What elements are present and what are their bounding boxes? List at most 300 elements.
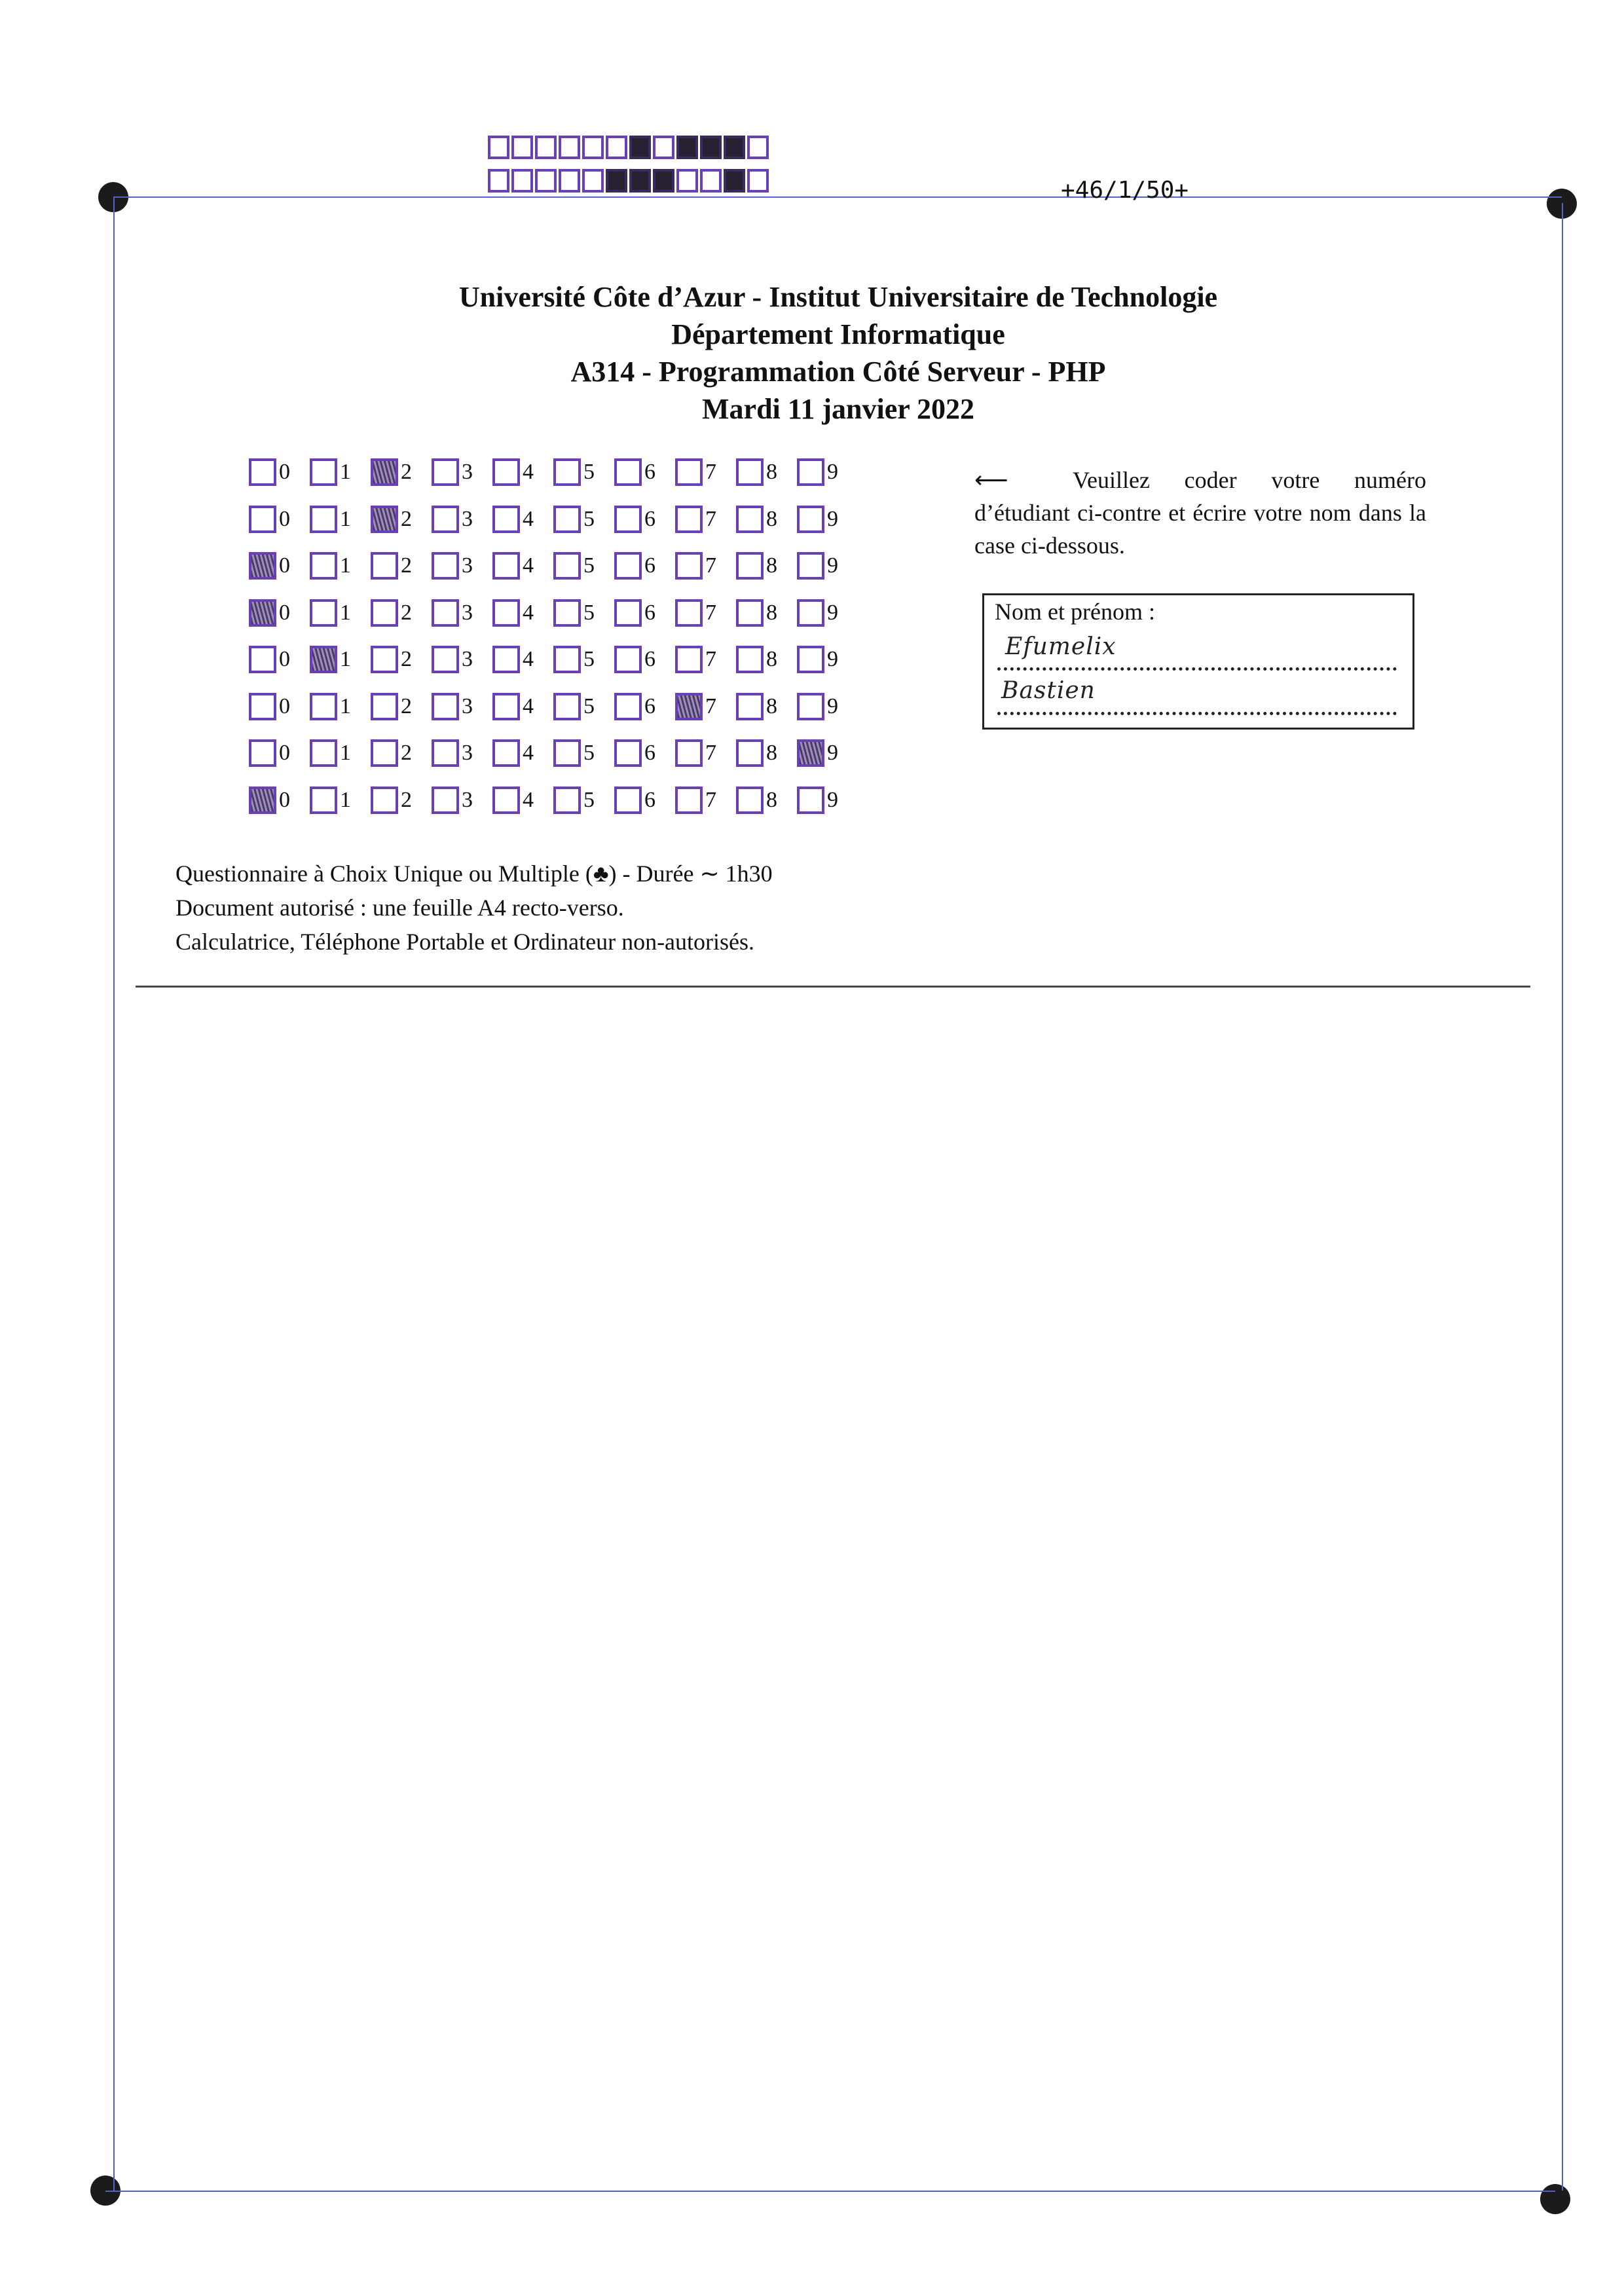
digit-checkbox[interactable] bbox=[310, 739, 337, 767]
digit-checkbox[interactable] bbox=[371, 693, 398, 720]
digit-option bbox=[492, 787, 553, 814]
barcode-cell bbox=[511, 136, 533, 159]
digit-checkbox[interactable] bbox=[553, 693, 581, 720]
digit-checkbox[interactable] bbox=[675, 552, 703, 580]
digit-option bbox=[675, 599, 736, 627]
barcode-cell bbox=[606, 169, 627, 193]
digit-option bbox=[736, 506, 797, 533]
digit-checkbox[interactable] bbox=[371, 739, 398, 767]
digit-label: 7 bbox=[705, 506, 716, 531]
note-duration: Questionnaire à Choix Unique ou Multiple (♣) - Durée ∼ 1h30 bbox=[175, 861, 773, 887]
digit-label: 7 bbox=[705, 460, 716, 484]
barcode-cell bbox=[488, 136, 509, 159]
instructions-text: Veuillez coder votre numéro d’étudiant ci-contre et écrire votre nom dans la case ci-dessous. bbox=[974, 467, 1426, 559]
digit-option bbox=[310, 552, 371, 580]
digit-label: 8 bbox=[766, 600, 777, 625]
digit-option bbox=[797, 646, 858, 673]
digit-checkbox[interactable] bbox=[675, 506, 703, 533]
digit-option bbox=[553, 739, 614, 767]
digit-label: 3 bbox=[462, 694, 473, 718]
digit-label: 9 bbox=[827, 506, 838, 531]
digit-option bbox=[553, 552, 614, 580]
digit-option bbox=[310, 693, 371, 720]
instructions bbox=[974, 464, 1426, 562]
digit-label: 6 bbox=[644, 694, 655, 718]
digit-option bbox=[371, 739, 432, 767]
digit-checkbox[interactable] bbox=[371, 787, 398, 814]
digit-option bbox=[675, 693, 736, 720]
frame-bottom bbox=[105, 2191, 1555, 2192]
digit-checkbox[interactable] bbox=[736, 599, 764, 627]
digit-option bbox=[249, 646, 310, 673]
digit-label: 5 bbox=[583, 460, 595, 484]
handwritten-first-name: Bastien bbox=[1001, 677, 1096, 704]
digit-option bbox=[614, 506, 675, 533]
barcode-cell bbox=[724, 136, 745, 159]
digit-row-8 bbox=[249, 787, 858, 834]
digit-checkbox[interactable] bbox=[249, 458, 276, 486]
digit-option bbox=[675, 552, 736, 580]
digit-option bbox=[797, 693, 858, 720]
digit-label: 1 bbox=[340, 694, 351, 718]
frame-right bbox=[1562, 203, 1563, 2191]
left-arrow-icon: ⟵ bbox=[974, 467, 1008, 493]
digit-option bbox=[736, 552, 797, 580]
digit-checkbox[interactable] bbox=[553, 646, 581, 673]
barcode-cell bbox=[488, 169, 509, 193]
digit-checkbox-marked[interactable] bbox=[675, 693, 703, 720]
barcode-cell bbox=[606, 136, 627, 159]
digit-checkbox[interactable] bbox=[432, 739, 459, 767]
exam-notes bbox=[175, 857, 773, 959]
digit-label: 5 bbox=[583, 741, 595, 765]
frame-top bbox=[113, 196, 1562, 198]
digit-checkbox[interactable] bbox=[371, 599, 398, 627]
digit-label: 9 bbox=[827, 600, 838, 625]
digit-checkbox[interactable] bbox=[432, 599, 459, 627]
barcode-cell bbox=[724, 169, 745, 193]
digit-checkbox[interactable] bbox=[492, 646, 520, 673]
digit-label: 3 bbox=[462, 647, 473, 671]
digit-checkbox-marked[interactable] bbox=[797, 739, 824, 767]
digit-label: 9 bbox=[827, 741, 838, 765]
digit-option bbox=[553, 599, 614, 627]
digit-option bbox=[432, 506, 492, 533]
digit-option bbox=[553, 693, 614, 720]
note-documents: Document autorisé : une feuille A4 recto-verso. bbox=[175, 895, 624, 921]
barcode-cell bbox=[559, 169, 580, 193]
digit-checkbox[interactable] bbox=[736, 458, 764, 486]
digit-checkbox[interactable] bbox=[797, 787, 824, 814]
digit-row-3 bbox=[249, 552, 858, 599]
frame-left bbox=[113, 196, 115, 2191]
digit-option bbox=[432, 739, 492, 767]
digit-option bbox=[736, 693, 797, 720]
digit-checkbox[interactable] bbox=[432, 506, 459, 533]
barcode-cell bbox=[629, 169, 651, 193]
digit-checkbox[interactable] bbox=[614, 458, 642, 486]
digit-option bbox=[797, 552, 858, 580]
digit-checkbox[interactable] bbox=[553, 787, 581, 814]
digit-label: 2 bbox=[401, 647, 412, 671]
barcode-cell bbox=[747, 169, 769, 193]
digit-option bbox=[371, 458, 432, 486]
digit-option bbox=[249, 599, 310, 627]
digit-checkbox[interactable] bbox=[614, 599, 642, 627]
barcode-cell bbox=[629, 136, 651, 159]
digit-option bbox=[371, 787, 432, 814]
digit-label: 2 bbox=[401, 787, 412, 812]
digit-label: 9 bbox=[827, 647, 838, 671]
digit-checkbox[interactable] bbox=[492, 599, 520, 627]
digit-row-6 bbox=[249, 693, 858, 740]
digit-checkbox[interactable] bbox=[432, 552, 459, 580]
digit-option bbox=[432, 693, 492, 720]
digit-checkbox[interactable] bbox=[371, 646, 398, 673]
digit-label: 8 bbox=[766, 787, 777, 812]
digit-checkbox-marked[interactable] bbox=[371, 458, 398, 486]
digit-label: 8 bbox=[766, 647, 777, 671]
digit-checkbox[interactable] bbox=[432, 693, 459, 720]
digit-checkbox[interactable] bbox=[797, 506, 824, 533]
digit-checkbox[interactable] bbox=[371, 552, 398, 580]
digit-label: 0 bbox=[279, 694, 290, 718]
digit-label: 9 bbox=[827, 694, 838, 718]
digit-option bbox=[797, 787, 858, 814]
barcode-cell bbox=[653, 136, 674, 159]
digit-label: 6 bbox=[644, 647, 655, 671]
digit-checkbox[interactable] bbox=[736, 552, 764, 580]
digit-label: 3 bbox=[462, 741, 473, 765]
digit-label: 0 bbox=[279, 647, 290, 671]
digit-label: 7 bbox=[705, 694, 716, 718]
digit-option bbox=[492, 693, 553, 720]
digit-label: 1 bbox=[340, 787, 351, 812]
digit-checkbox[interactable] bbox=[614, 646, 642, 673]
digit-checkbox[interactable] bbox=[492, 693, 520, 720]
name-box[interactable] bbox=[982, 593, 1414, 730]
digit-label: 9 bbox=[827, 787, 838, 812]
barcode-cell bbox=[535, 136, 557, 159]
digit-checkbox[interactable] bbox=[249, 739, 276, 767]
digit-checkbox-marked[interactable] bbox=[310, 646, 337, 673]
digit-label: 5 bbox=[583, 787, 595, 812]
digit-checkbox[interactable] bbox=[797, 458, 824, 486]
digit-option bbox=[614, 739, 675, 767]
digit-checkbox[interactable] bbox=[614, 506, 642, 533]
digit-label: 5 bbox=[583, 553, 595, 578]
barcode-cell bbox=[747, 136, 769, 159]
digit-label: 2 bbox=[401, 600, 412, 625]
digit-checkbox[interactable] bbox=[736, 646, 764, 673]
digit-checkbox[interactable] bbox=[797, 693, 824, 720]
digit-option bbox=[736, 458, 797, 486]
digit-option bbox=[310, 599, 371, 627]
digit-option bbox=[553, 458, 614, 486]
digit-label: 3 bbox=[462, 553, 473, 578]
digit-label: 6 bbox=[644, 741, 655, 765]
digit-label: 6 bbox=[644, 787, 655, 812]
digit-label: 1 bbox=[340, 553, 351, 578]
digit-option bbox=[492, 458, 553, 486]
digit-checkbox[interactable] bbox=[249, 506, 276, 533]
digit-checkbox[interactable] bbox=[736, 787, 764, 814]
digit-option bbox=[310, 506, 371, 533]
digit-checkbox[interactable] bbox=[310, 552, 337, 580]
digit-option bbox=[371, 646, 432, 673]
digit-label: 4 bbox=[523, 694, 534, 718]
digit-checkbox[interactable] bbox=[614, 739, 642, 767]
digit-checkbox[interactable] bbox=[553, 739, 581, 767]
digit-option bbox=[492, 506, 553, 533]
digit-option bbox=[249, 458, 310, 486]
digit-option bbox=[675, 506, 736, 533]
digit-checkbox[interactable] bbox=[736, 693, 764, 720]
barcode-cell bbox=[653, 169, 674, 193]
digit-label: 1 bbox=[340, 647, 351, 671]
barcode-cell bbox=[582, 136, 604, 159]
digit-option bbox=[614, 458, 675, 486]
digit-option bbox=[797, 599, 858, 627]
name-line-2 bbox=[997, 712, 1397, 715]
digit-checkbox[interactable] bbox=[736, 506, 764, 533]
digit-label: 4 bbox=[523, 460, 534, 484]
digit-option bbox=[675, 646, 736, 673]
digit-row-5 bbox=[249, 646, 858, 693]
digit-option bbox=[797, 458, 858, 486]
digit-label: 1 bbox=[340, 506, 351, 531]
digit-option bbox=[432, 552, 492, 580]
digit-option bbox=[249, 693, 310, 720]
digit-label: 8 bbox=[766, 460, 777, 484]
digit-label: 2 bbox=[401, 506, 412, 531]
barcode-cell bbox=[676, 169, 698, 193]
digit-option bbox=[371, 599, 432, 627]
digit-option bbox=[797, 739, 858, 767]
digit-option bbox=[310, 787, 371, 814]
digit-option bbox=[249, 552, 310, 580]
digit-checkbox[interactable] bbox=[310, 458, 337, 486]
digit-label: 2 bbox=[401, 741, 412, 765]
barcode-cell bbox=[700, 169, 722, 193]
registration-dot-bottom-right bbox=[1540, 2184, 1570, 2214]
digit-label: 3 bbox=[462, 787, 473, 812]
digit-option bbox=[249, 739, 310, 767]
digit-checkbox[interactable] bbox=[492, 458, 520, 486]
student-number-grid bbox=[249, 458, 858, 833]
digit-label: 4 bbox=[523, 741, 534, 765]
separator-line bbox=[136, 986, 1530, 988]
digit-label: 2 bbox=[401, 460, 412, 484]
digit-checkbox[interactable] bbox=[614, 787, 642, 814]
digit-row-2 bbox=[249, 506, 858, 553]
digit-option bbox=[675, 458, 736, 486]
digit-option bbox=[675, 739, 736, 767]
barcode-cell bbox=[700, 136, 722, 159]
digit-option bbox=[432, 599, 492, 627]
digit-label: 0 bbox=[279, 600, 290, 625]
digit-label: 8 bbox=[766, 506, 777, 531]
barcode-row-2 bbox=[488, 169, 769, 193]
barcode-row-1 bbox=[488, 136, 769, 159]
digit-option bbox=[492, 599, 553, 627]
digit-option bbox=[432, 646, 492, 673]
digit-option bbox=[736, 787, 797, 814]
digit-checkbox[interactable] bbox=[553, 552, 581, 580]
digit-label: 0 bbox=[279, 787, 290, 812]
digit-checkbox[interactable] bbox=[492, 739, 520, 767]
digit-label: 7 bbox=[705, 647, 716, 671]
header-date: Mardi 11 janvier 2022 bbox=[702, 393, 974, 425]
barcode-cell bbox=[676, 136, 698, 159]
header-university: Université Côte d’Azur - Institut Universitaire de Technologie bbox=[458, 281, 1218, 313]
digit-option bbox=[614, 787, 675, 814]
digit-label: 5 bbox=[583, 506, 595, 531]
digit-option bbox=[432, 787, 492, 814]
digit-option bbox=[371, 506, 432, 533]
digit-label: 7 bbox=[705, 787, 716, 812]
digit-row-1 bbox=[249, 458, 858, 506]
digit-option bbox=[614, 693, 675, 720]
digit-label: 3 bbox=[462, 460, 473, 484]
digit-label: 3 bbox=[462, 600, 473, 625]
digit-label: 6 bbox=[644, 506, 655, 531]
digit-option bbox=[310, 646, 371, 673]
digit-checkbox[interactable] bbox=[553, 599, 581, 627]
digit-checkbox[interactable] bbox=[675, 599, 703, 627]
digit-option bbox=[614, 646, 675, 673]
name-box-label: Nom et prénom : bbox=[995, 599, 1155, 625]
digit-checkbox[interactable] bbox=[432, 458, 459, 486]
digit-option bbox=[249, 506, 310, 533]
digit-label: 8 bbox=[766, 741, 777, 765]
digit-checkbox[interactable] bbox=[492, 787, 520, 814]
digit-checkbox[interactable] bbox=[614, 693, 642, 720]
digit-label: 2 bbox=[401, 553, 412, 578]
digit-checkbox[interactable] bbox=[736, 739, 764, 767]
digit-label: 1 bbox=[340, 600, 351, 625]
digit-option bbox=[614, 599, 675, 627]
digit-checkbox[interactable] bbox=[249, 646, 276, 673]
digit-label: 5 bbox=[583, 600, 595, 625]
digit-label: 0 bbox=[279, 741, 290, 765]
digit-label: 0 bbox=[279, 460, 290, 484]
digit-option bbox=[553, 646, 614, 673]
digit-checkbox-marked[interactable] bbox=[249, 787, 276, 814]
digit-checkbox[interactable] bbox=[492, 552, 520, 580]
digit-checkbox[interactable] bbox=[249, 693, 276, 720]
digit-label: 8 bbox=[766, 553, 777, 578]
digit-option bbox=[371, 552, 432, 580]
digit-checkbox[interactable] bbox=[553, 506, 581, 533]
digit-checkbox-marked[interactable] bbox=[249, 552, 276, 580]
digit-checkbox-marked[interactable] bbox=[249, 599, 276, 627]
digit-checkbox[interactable] bbox=[675, 646, 703, 673]
digit-checkbox[interactable] bbox=[675, 739, 703, 767]
note-devices: Calculatrice, Téléphone Portable et Ordinateur non-autorisés. bbox=[175, 929, 755, 955]
header-department: Département Informatique bbox=[671, 318, 1005, 350]
digit-option bbox=[553, 506, 614, 533]
digit-label: 6 bbox=[644, 460, 655, 484]
digit-option bbox=[736, 646, 797, 673]
header-course: A314 - Programmation Côté Serveur - PHP bbox=[570, 356, 1106, 388]
digit-option bbox=[432, 458, 492, 486]
handwritten-last-name: Efumelix bbox=[1005, 633, 1116, 660]
digit-option bbox=[736, 739, 797, 767]
digit-checkbox[interactable] bbox=[432, 646, 459, 673]
digit-option bbox=[492, 552, 553, 580]
exam-id: +46/1/50+ bbox=[1061, 177, 1189, 204]
digit-row-7 bbox=[249, 739, 858, 787]
digit-label: 4 bbox=[523, 600, 534, 625]
barcode-cell bbox=[582, 169, 604, 193]
digit-label: 9 bbox=[827, 553, 838, 578]
digit-label: 8 bbox=[766, 694, 777, 718]
digit-row-4 bbox=[249, 599, 858, 646]
digit-label: 2 bbox=[401, 694, 412, 718]
digit-label: 4 bbox=[523, 787, 534, 812]
exam-header bbox=[0, 278, 1624, 428]
barcode-cell bbox=[535, 169, 557, 193]
digit-checkbox-marked[interactable] bbox=[371, 506, 398, 533]
digit-checkbox[interactable] bbox=[614, 552, 642, 580]
digit-label: 5 bbox=[583, 694, 595, 718]
digit-checkbox[interactable] bbox=[310, 693, 337, 720]
digit-label: 5 bbox=[583, 647, 595, 671]
digit-option bbox=[614, 552, 675, 580]
digit-label: 3 bbox=[462, 506, 473, 531]
digit-option bbox=[797, 506, 858, 533]
digit-checkbox[interactable] bbox=[310, 506, 337, 533]
digit-label: 6 bbox=[644, 600, 655, 625]
digit-option bbox=[492, 646, 553, 673]
digit-label: 4 bbox=[523, 506, 534, 531]
digit-checkbox[interactable] bbox=[310, 787, 337, 814]
digit-option bbox=[492, 739, 553, 767]
name-line-1 bbox=[997, 667, 1397, 671]
digit-checkbox[interactable] bbox=[310, 599, 337, 627]
digit-label: 6 bbox=[644, 553, 655, 578]
digit-option bbox=[310, 739, 371, 767]
digit-label: 4 bbox=[523, 553, 534, 578]
digit-label: 0 bbox=[279, 553, 290, 578]
digit-checkbox[interactable] bbox=[675, 787, 703, 814]
barcode-cell bbox=[559, 136, 580, 159]
digit-option bbox=[553, 787, 614, 814]
digit-label: 9 bbox=[827, 460, 838, 484]
digit-label: 4 bbox=[523, 647, 534, 671]
digit-label: 1 bbox=[340, 741, 351, 765]
digit-label: 7 bbox=[705, 553, 716, 578]
digit-label: 7 bbox=[705, 741, 716, 765]
digit-checkbox[interactable] bbox=[797, 552, 824, 580]
digit-checkbox[interactable] bbox=[797, 646, 824, 673]
digit-option bbox=[371, 693, 432, 720]
digit-option bbox=[675, 787, 736, 814]
digit-checkbox[interactable] bbox=[675, 458, 703, 486]
digit-label: 7 bbox=[705, 600, 716, 625]
digit-checkbox[interactable] bbox=[492, 506, 520, 533]
digit-option bbox=[249, 787, 310, 814]
digit-label: 0 bbox=[279, 506, 290, 531]
digit-option bbox=[310, 458, 371, 486]
digit-checkbox[interactable] bbox=[797, 599, 824, 627]
digit-checkbox[interactable] bbox=[553, 458, 581, 486]
digit-checkbox[interactable] bbox=[432, 787, 459, 814]
digit-option bbox=[736, 599, 797, 627]
digit-label: 1 bbox=[340, 460, 351, 484]
barcode-cell bbox=[511, 169, 533, 193]
